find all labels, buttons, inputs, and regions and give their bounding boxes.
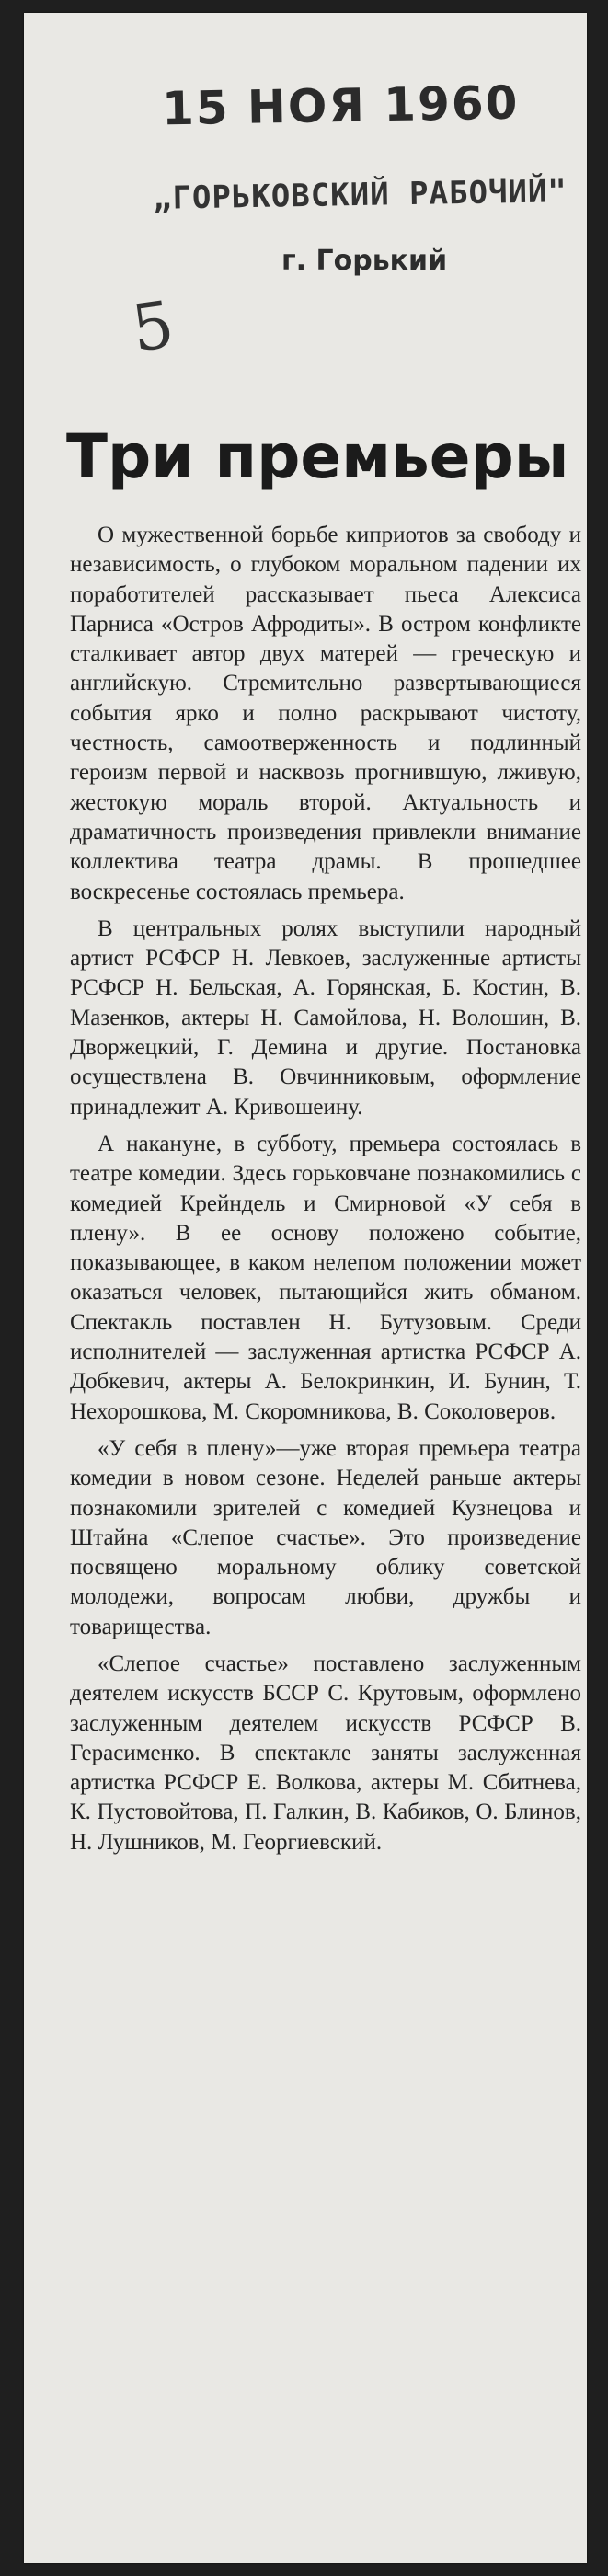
newspaper-name-stamp: „ГОРЬКОВСКИЙ РАБОЧИЙ"	[152, 173, 568, 217]
article-body	[70, 521, 581, 1865]
article-paragraph: А накануне, в субботу, премьера состоялась в театре комедии. Здесь горьковчане познакомились с комедией Крейндель и Смирновой «У себя в плену». В ее основу положено событие, показывающее, в каком нелепом положении может оказаться человек, пытающийся жить обманом. Спектакль поставлен Н. Бутузовым. Среди исполнителей — заслуженная артистка РСФСР А. Добкевич, актеры А. Белокринкин, И. Бунин, Т. Нехорошкова, М. Скоромникова, В. Соколоверов.	[70, 1131, 581, 1424]
article-paragraph: В центральных ролях выступили народный артист РСФСР Н. Левкоев, заслуженные артисты РСФСР Н. Бельская, А. Горянская, Б. Костин, В. Мазенков, актеры Н. Самойлова, Н. Волошин, В. Дворжецкий, Г. Демина и другие. Постановка осуществлена В. Овчинниковым, оформление принадлежит А. Кривошеину.	[70, 915, 581, 1120]
newspaper-clipping	[24, 13, 587, 2563]
date-stamp: 15 НОЯ 1960	[161, 75, 520, 136]
article-paragraph: «У себя в плену»—уже вторая премьера театра комедии в новом сезоне. Неделей раньше актеры познакомили зрителей с комедией Кузнецова и Штайна «Слепое счастье». Это произведение посвящено моральному облику советской молодежи, вопросам любви, дружбы и товарищества.	[70, 1435, 581, 1639]
city-stamp: г. Горький	[281, 245, 448, 277]
article-title: Три премьеры	[66, 421, 569, 492]
article-paragraph: О мужественной борьбе киприотов за свободу и независимость, о глубоком моральном падении их поработителей рассказывает пьеса Алексиса Парниса «Остров Афродиты». В остром конфликте сталкивает автор двух матерей — греческую и английскую. Стремительно развертывающиеся события ярко и полно раскрывают чистоту, честность, самоотверженность и подлинный героизм первой и насквозь прогнившую, лживую, жестокую мораль второй. Актуальность и драматичность произведения привлекли внимание коллектива театра драмы. В прошедшее воскресенье состоялась премьера.	[70, 523, 581, 904]
handwritten-mark: 5	[127, 286, 179, 367]
article-paragraph: «Слепое счастье» поставлено заслуженным деятелем искусств БССР С. Крутовым, оформлено заслуженным деятелем искусств РСФСР В. Герасименко. В спектакле заняты заслуженная артистка РСФСР Е. Волкова, актеры М. Сбитнева, К. Пустовойтова, П. Галкин, В. Кабиков, О. Блинов, Н. Лушников, М. Георгиевский.	[70, 1650, 581, 1855]
